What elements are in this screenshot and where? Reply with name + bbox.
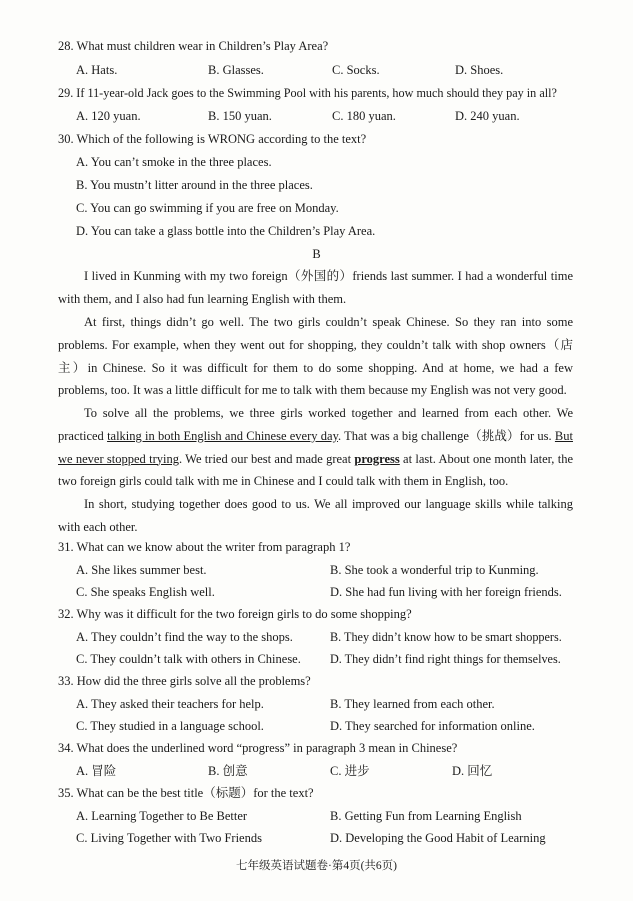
q30-option-c: C. You can go swimming if you are free on Monday. xyxy=(76,201,339,215)
passage-paragraph-1: I lived in Kunming with my two foreign（外国的）friends last summer. I had a wonderful time with them, and I also had fun learning English with them. xyxy=(58,269,573,306)
q30-option-b: B. You mustn’t litter around in the three places. xyxy=(76,178,313,192)
q31-option-b: B. She took a wonderful trip to Kunming. xyxy=(330,563,539,577)
question-31-stem: 31. What can we know about the writer from paragraph 1? xyxy=(58,540,351,554)
question-32-stem: 32. Why was it difficult for the two foreign girls to do some shopping? xyxy=(58,607,412,621)
q28-option-c: C. Socks. xyxy=(332,63,380,77)
q32-option-a: A. They couldn’t find the way to the shops. xyxy=(76,630,293,644)
q35-option-d: D. Developing the Good Habit of Learning xyxy=(330,831,546,845)
passage-paragraph-4: In short, studying together does good to us. We all improved our language skills while talking with each other. xyxy=(58,497,573,534)
question-28-stem: 28. What must children wear in Children’s Play Area? xyxy=(58,39,329,53)
q34-option-d: D. 回忆 xyxy=(452,764,493,778)
question-35-stem: 35. What can be the best title（标题）for the text? xyxy=(58,786,314,800)
q35-option-b: B. Getting Fun from Learning English xyxy=(330,809,522,823)
q31-option-c: C. She speaks English well. xyxy=(76,585,215,599)
question-29-stem: 29. If 11-year-old Jack goes to the Swimming Pool with his parents, how much should they pay in all? xyxy=(58,86,557,100)
q30-option-a: A. You can’t smoke in the three places. xyxy=(76,155,272,169)
q32-option-b: B. They didn’t know how to be smart shoppers. xyxy=(330,630,562,644)
q35-option-c: C. Living Together with Two Friends xyxy=(76,831,262,845)
q33-option-d: D. They searched for information online. xyxy=(330,719,535,733)
question-33-stem: 33. How did the three girls solve all the problems? xyxy=(58,674,311,688)
q31-option-d: D. She had fun living with her foreign friends. xyxy=(330,585,562,599)
q34-option-b: B. 创意 xyxy=(208,764,248,778)
passage-paragraph-2: At first, things didn’t go well. The two girls couldn’t speak Chinese. So they ran into some problems. For example, when they went out for shopping, they couldn’t talk with shop owners（店主）in Chinese. So it was difficult for them to do some shopping. And at home, we had a few problems, too. It was a little difficult for me to talk with them because my English was not very good. xyxy=(58,315,573,398)
q28-option-d: D. Shoes. xyxy=(455,63,504,77)
q32-option-d: D. They didn’t find right things for themselves. xyxy=(330,652,561,666)
q33-option-c: C. They studied in a language school. xyxy=(76,719,264,733)
underlined-phrase-2: But we never stopped trying xyxy=(58,428,573,466)
question-30-stem: 30. Which of the following is WRONG according to the text? xyxy=(58,132,367,146)
q29-option-a: A. 120 yuan. xyxy=(76,109,141,123)
q30-option-d: D. You can take a glass bottle into the Children’s Play Area. xyxy=(76,224,376,238)
q34-option-c: C. 进步 xyxy=(330,764,370,778)
underlined-phrase-1: talking in both English and Chinese every day xyxy=(107,428,339,443)
q29-option-d: D. 240 yuan. xyxy=(455,109,520,123)
question-34-stem: 34. What does the underlined word “progress” in paragraph 3 mean in Chinese? xyxy=(58,741,458,755)
q35-option-a: A. Learning Together to Be Better xyxy=(76,809,248,823)
q28-option-a: A. Hats. xyxy=(76,63,118,77)
underlined-word-progress: progress xyxy=(354,451,400,466)
q31-option-a: A. She likes summer best. xyxy=(76,563,207,577)
q33-option-b: B. They learned from each other. xyxy=(330,697,495,711)
page-footer: 七年级英语试题卷·第4页(共6页) xyxy=(236,860,397,872)
q32-option-c: C. They couldn’t talk with others in Chinese. xyxy=(76,652,301,666)
q28-option-b: B. Glasses. xyxy=(208,63,264,77)
passage-paragraph-3: To solve all the problems, we three girls worked together and learned from each other. We practiced talking in both English and Chinese every day. That was a big challenge（挑战）for us. But we never stopped trying. We tried our best and made great progress at last. About one month later, the two foreign girls could talk with me in Chinese and I could talk with them in English, too. xyxy=(58,406,573,489)
q34-option-a: A. 冒险 xyxy=(76,764,117,778)
section-b-heading: B xyxy=(312,247,321,261)
q33-option-a: A. They asked their teachers for help. xyxy=(76,697,264,711)
q29-option-b: B. 150 yuan. xyxy=(208,109,272,123)
q29-option-c: C. 180 yuan. xyxy=(332,109,396,123)
